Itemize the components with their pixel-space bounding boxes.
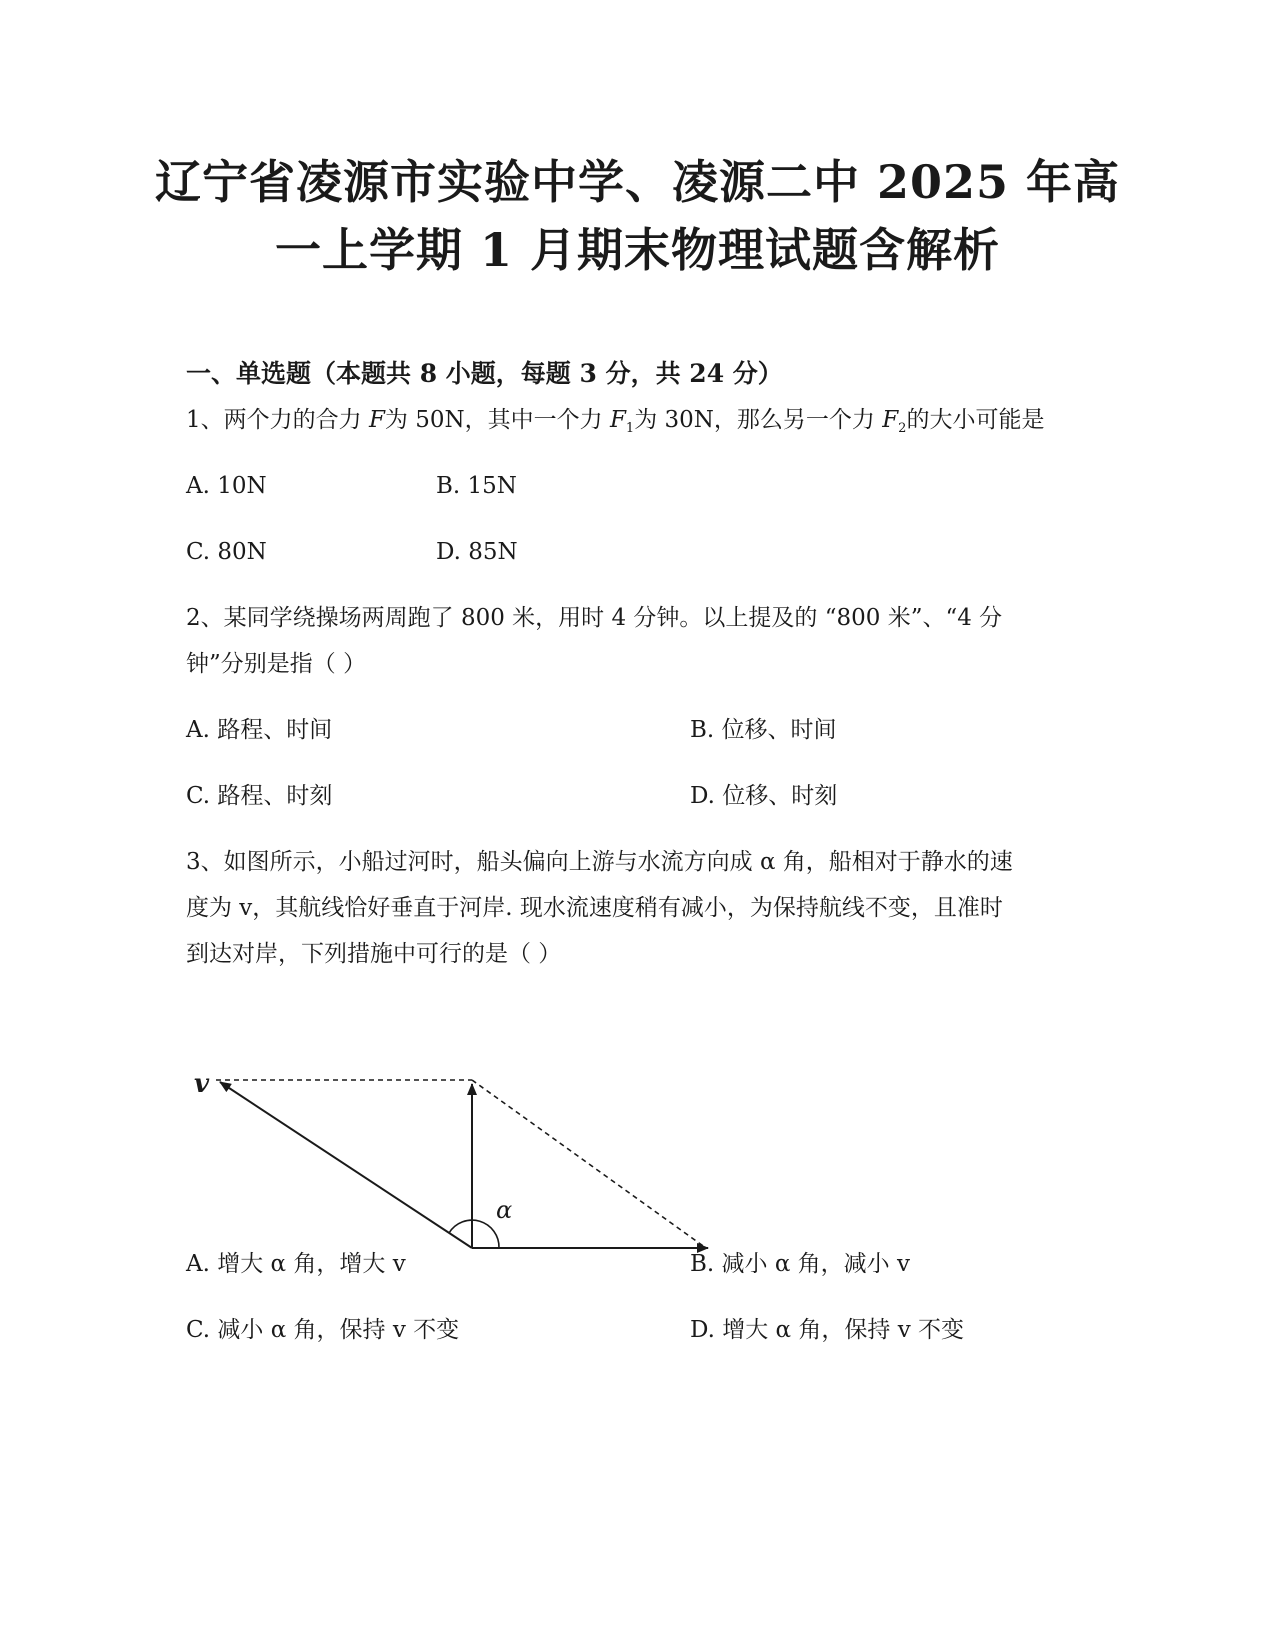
- title-line-2: 一上学期 1 月期末物理试题含解析: [274, 223, 1001, 277]
- q3-option-b[interactable]: B. 减小 α 角，减小 v: [690, 1251, 910, 1277]
- q1-text-part3: 为 30N，那么另一个力: [634, 407, 883, 433]
- q2-option-c[interactable]: C. 路程、时刻: [186, 783, 333, 809]
- q1-option-c[interactable]: C. 80N: [186, 539, 267, 565]
- q1-text-part2: 为 50N，其中一个力: [384, 407, 610, 433]
- q1-option-d[interactable]: D. 85N: [436, 539, 518, 565]
- question-1-stem: [186, 402, 1044, 447]
- title-line-1: 辽宁省凌源市实验中学、凌源二中 2025 年高: [154, 155, 1121, 209]
- q3-option-a[interactable]: A. 增大 α 角，增大 v: [186, 1251, 406, 1277]
- section-heading: 一、单选题（本题共 8 小题，每题 3 分，共 24 分）: [186, 359, 783, 388]
- question-2-line-1: 2、某同学绕操场两周跑了 800 米，用时 4 分钟。以上提及的 “800 米”、“4 分: [186, 605, 1003, 631]
- question-2-line-2: 钟”分别是指（ ）: [186, 651, 367, 677]
- q2-option-d[interactable]: D. 位移、时刻: [690, 783, 838, 809]
- q1-var-F2: F: [882, 407, 899, 433]
- question-3-line-2: 度为 v，其航线恰好垂直于河岸. 现水流速度稍有减小，为保持航线不变，且准时: [186, 895, 1003, 921]
- q1-var-F: F: [368, 407, 385, 433]
- q1-text-part1: 1、两个力的合力: [186, 407, 369, 433]
- q1-option-b[interactable]: B. 15N: [436, 473, 517, 499]
- q1-subscript-1: 1: [625, 421, 635, 436]
- q1-option-a[interactable]: A. 10N: [186, 473, 267, 499]
- label-v: v: [194, 1069, 210, 1099]
- q3-option-d[interactable]: D. 增大 α 角，保持 v 不变: [690, 1317, 965, 1343]
- q1-text-part4: 的大小可能是: [906, 407, 1045, 433]
- q3-option-c[interactable]: C. 减小 α 角，保持 v 不变: [186, 1317, 460, 1343]
- q2-option-b[interactable]: B. 位移、时间: [690, 717, 837, 743]
- question-3-line-1: 3、如图所示，小船过河时，船头偏向上游与水流方向成 α 角，船相对于静水的速: [186, 849, 1013, 875]
- label-alpha: α: [496, 1196, 513, 1224]
- boat-velocity-arrow: [220, 1082, 472, 1248]
- alpha-angle-arc: [449, 1220, 499, 1248]
- q1-subscript-2: 2: [898, 421, 907, 436]
- document-title: [150, 148, 1125, 284]
- q1-var-F1: F: [609, 407, 626, 433]
- question-3-line-3: 到达对岸，下列措施中可行的是（ ）: [186, 941, 562, 967]
- q2-option-a[interactable]: A. 路程、时间: [186, 717, 333, 743]
